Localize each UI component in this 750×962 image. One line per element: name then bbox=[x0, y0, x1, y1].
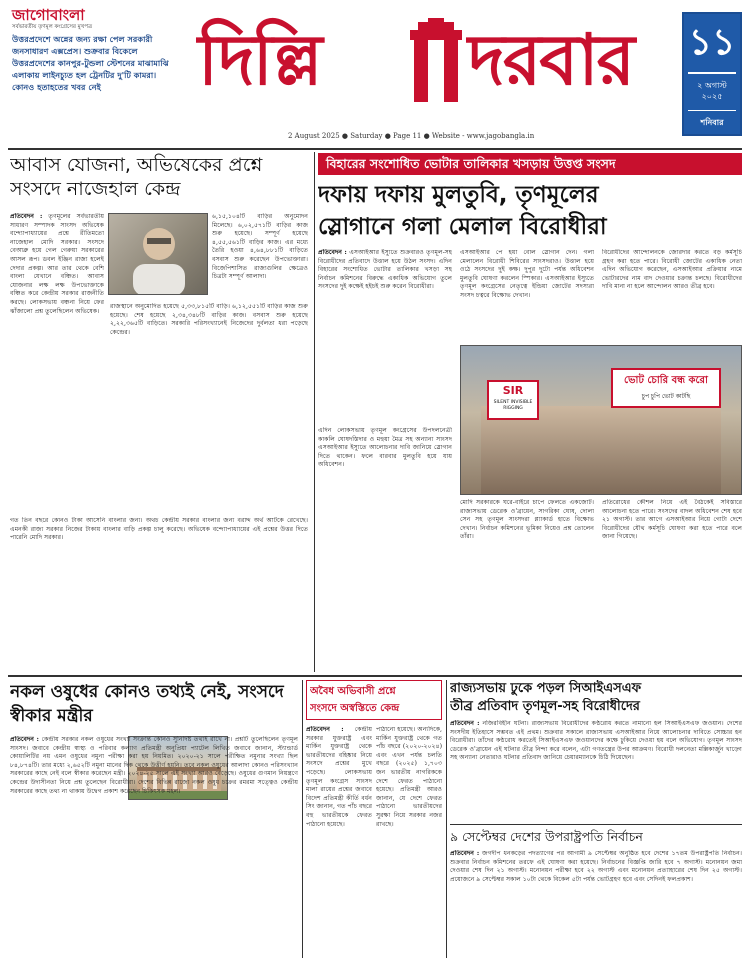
story-immigrants-col1: কেন্দ্রীয় সরকার যুক্তরাষ্ট্র এবং মার্কিন যুক্তরাষ্ট্র থেকে ভারতীয়দের বহিষ্কার নিয়ে সংসদে প্রশ্নের মুখে পড়েছে। লোকসভায় তৃণমূল কংগ্রেস সাংসদ মালা রায়ের প্রশ্নের জবাবে বিদেশ প্রতিমন্ত্রী কীর্তি বর্ধন সিং জানান, গত পাঁচ বছরে বহু ভারতীয়কে ফেরত পাঠানো হয়েছে। bbox=[306, 726, 372, 828]
story-sir-bottom1: এদিন লোকসভায় তৃণমূল কংগ্রেসের উপদলনেত্রী কাকলি ঘোষদস্তিদার ও মহুয়া মৈত্র সহ অন্যান্য সাংসদ এসআইআর ইস্যুতে আলোচনার দাবি জানিয়ে স্লোগান দিতে থাকেন। ফলে বারবার মুলতুবি হয়ে যায় অধিবেশন। bbox=[318, 427, 452, 469]
story-sir-col3: বিরোধীদের আন্দোলনকে জোরদার করতে বড় কর্মসূচি গ্রহণ করা হতে পারে। বিরোধী জোটের একাধিক নেতা এদিন অভিযোগ করেছেন, এসআইআর প্রক্রিয়ার নামে ভোটারদের নাম বাদ দেওয়ার চক্রান্ত চলছে। বিরোধীদের দাবি মানা না হলে আন্দোলন আরও তীব্র হবে। bbox=[602, 249, 742, 291]
story-sir-col1: এসআইআর ইস্যুতে শুক্রবারও তৃণমূল-সহ বিরোধীদের প্রতিবাদে উত্তাল হয়ে উঠল সংসদ। এদিন বিহারের সংশোধিত ভোটার তালিকার খসড়া সহ নির্বাচন কমিশনের বিরুদ্ধে একাধিক অভিযোগ তুলে সংসদের দুই কক্ষেই হইচই শুরু করেন বিরোধীরা। bbox=[318, 249, 452, 291]
page-date-box bbox=[682, 12, 742, 136]
story-sir-bottom2: মোদি সরকারকে ঘরে-বাইরে চাপে ফেলতে একজোট। রাজ্যসভায় ডেরেক ও'ব্রায়েন, সাগরিকা ঘোষ, দোলা সেন সহ তৃণমূল সাংসদরা প্ল্যাকার্ড হাতে বিক্ষোভ দেখান। নির্বাচন কমিশনের ভূমিকা নিয়েও প্রশ্ন তোলেন তাঁরা। bbox=[460, 499, 594, 541]
placard-vote: ভোট চোরি বন্ধ করো চুপ চুপি ভোট কাটছি bbox=[611, 368, 721, 408]
story-sir: বিহারের সংশোধিত ভোটার তালিকার খসড়ায় উত্তপ্ত সংসদ দফায় দফায় মুলতুবি, তৃণমূলের স্লোগানে গলা মেলাল বিরোধীরা প্রতিবেদন : এসআইআর ইস্যুতে শুক্রবারও তৃণমূল-সহ বিরোধীদের প্রতিবাদে উত্তাল হয়ে উঠল সংসদ। এদিন বিহারের সংশোধিত ভোটার তালিকার খসড়া সহ নির্বাচন কমিশনের বিরুদ্ধে একাধিক অভিযোগ তুলে সংসদের দুই কক্ষেই হইচই শুরু করেন বিরোধীরা। এসআইআর পে হয়া বোল স্লোগান দেন। গলা মেলালেন বিরোধী শিবিরের সাংসদরাও। উত্তাল হয়ে ওঠে সংসদের দুই কক্ষ। দুপুর দুটো পর্যন্ত অধিবেশন মুলতুবি ঘোষণা করলেন স্পিকার। এসআইআর ইস্যুতে তৃণমূল কংগ্রেসের নেতৃত্বে ইন্ডিয়া জোটের সদস্যরা সংসদ চত্বরে বিক্ষোভ দেখান। বিরোধীদের আন্দোলনকে জোরদার করতে বড় কর্মসূচি গ্রহণ করা হতে পারে। বিরোধী জোটের একাধিক নেতা এদিন অভিযোগ করেছেন, এসআইআর প্রক্রিয়ার নামে ভোটারদের নাম বাদ দেওয়ার চক্রান্ত চলছে। বিরোধীদের দাবি মানা না হলে আন্দোলন আরও তীব্র হবে। SIR SILENT INVISIBLE RIGGING ভোট চোরি বন্ধ করো চুপ চুপি ভোট কাটছি এদিন লোকসভায় তৃণমূল কংগ্রেসের উপদলনেত্রী কাকলি ঘোষদস্তিদার ও মহুয়া মৈত্র সহ অন্যান্য সাংসদ এসআইআর ইস্যুতে আলোচনার দাবি জানিয়ে স্লোগান দিতে থাকেন। ফলে বারবার মুলতুবি হয়ে যায় অধিবেশন। মোদি সরকারকে ঘরে-বাইরে চাপে ফেলতে একজোট। রাজ্যসভায় ডেরেক ও'ব্রায়েন, সাগরিকা ঘোষ, দোলা সেন সহ তৃণমূল সাংসদরা প্ল্যাকার্ড হাতে বিক্ষোভ দেখান। নির্বাচন কমিশনের ভূমিকা নিয়েও প্রশ্ন তোলেন তাঁরা। প্রতিরোধের কৌশল নিয়ে এই বৈঠকেই সবিস্তারে আলোচনা হতে পারে। সংসদের বাদল অধিবেশন শেষ হবে ২১ অগাস্ট। তার আগে এসআইআর নিয়ে গোটা দেশে বিরোধীদের যৌথ কর্মসূচি ঘোষণা করা হতে পারে বলে জানা গিয়েছে। bbox=[318, 153, 742, 673]
story-sir-bottom3: প্রতিরোধের কৌশল নিয়ে এই বৈঠকেই সবিস্তারে আলোচনা হতে পারে। সংসদের বাদল অধিবেশন শেষ হবে ২১ অগাস্ট। তার আগে এসআইআর নিয়ে গোটা দেশে বিরোধীদের যৌথ কর্মসূচি ঘোষণা করা হতে পারে বলে জানা গিয়েছে। bbox=[602, 499, 742, 541]
date-bn: ২ অগাস্ট ২০২৫ bbox=[697, 81, 727, 101]
story-vp-body: জগদীপ ধনকড়ের পদত্যাগের পর আগামী ৯ সেপ্টেম্বর অনুষ্ঠিত হবে দেশের ১৭তম উপরাষ্ট্রপতি নির্বাচন। শুক্রবার নির্বাচন কমিশনের তরফে এই ঘোষণা করা হয়েছে। নির্বাচনের বিজ্ঞপ্তি জারি হবে ৭ অগাস্ট। মনোনয়ন জমা দেওয়ার শেষ দিন ২১ অগাস্ট। মনোনয়ন পরীক্ষা হবে ২২ অগাস্ট এবং মনোনয়ন প্রত্যাহারের শেষ দিন ২৫ অগাস্ট। প্রয়োজনে ৯ সেপ্টেম্বর সকাল ১০টা থেকে বিকেল ৫টা পর্যন্ত ভোটগ্রহণ হবে এবং সেদিনই ফলপ্রকাশ। bbox=[450, 850, 742, 883]
story-medicine-headline: নকল ওষুধের কোনও তথ্যই নেই, সংসদে স্বীকার মন্ত্রীর bbox=[10, 682, 284, 726]
story-cisf-body: নজিরবিহীন ঘটনা। রাজ্যসভায় বিরোধীদের কণ্ঠরোধ করতে নামানো হল সিআইএসএফ জওয়ান। দেশের সংসদীয় ইতিহাসে সম্ভবত এই প্রথম। শুক্রবার সকালে রাজ্যসভায় এসআইআর নিয়ে আলোচনার দাবিতে সোচ্চার হন বিরোধীরা। তাঁদের কণ্ঠরোধ করতেই সিআইএসএফ জওয়ানদের কক্ষে ঢুকিয়ে দেওয়া হয় বলে অভিযোগ। তৃণমূল সাংসদ ডেরেক ও'ব্রায়েন এই ঘটনার তীব্র নিন্দা করে বলেন, এটা গণতন্ত্রের উপর আক্রমণ। বিরোধী দলনেতা মল্লিকার্জুন খাড়্গে সহ অন্যান্য নেতারাও ঘটনার প্রতিবাদ জানিয়ে চেয়ারম্যানকে চিঠি দিয়েছেন। bbox=[450, 720, 742, 762]
story-vp-headline: ৯ সেপ্টেম্বর দেশের উপরাষ্ট্রপতি নির্বাচন bbox=[450, 829, 643, 844]
story-immigrants-col2: পাঠানো হয়েছে। অন্যদিকে, মার্কিন যুক্তরাষ্ট্র থেকে গত পাঁচ বছরে (২০২০-২০২৪) এবং এখন পর্যন্ত চলতি বছরে (২০২৫) ১,৭০৩ জন ভারতীয় নাগরিককে দেশে ফেরত পাঠানো হয়েছে। প্রতিমন্ত্রী আরও জানান, যে দেশে ফেরত পাঠানো ভারতীয়দের সুরক্ষা নিয়ে সরকার নজর রাখছে। bbox=[376, 726, 442, 828]
story-cisf-headline-2: তীব্র প্রতিবাদ তৃণমূল-সহ বিরোধীদের bbox=[450, 699, 640, 714]
protest-photo bbox=[460, 345, 742, 495]
story-awas: আবাস যোজনা, অভিষেকের প্রশ্নে সংসদে নাজেহাল কেন্দ্র প্রতিবেদন : তৃণমূলের সর্বভারতীয় সাধারণ সম্পাদক সাংসদ অভিষেক বন্দ্যোপাধ্যায়ের প্রশ্নে রীতিমতো নাজেহাল মোদি সরকার। সংসদে বেআব্রু হয়ে গেল গেরুয়া সরকারের আসল রূপ। ডবল ইঞ্জিন রাজ্য হলেই দেদার প্রকল্প। আর তার থেকে বেশি বাংলা যেখানে বঞ্চিত। আবাস যোজনার লক্ষ লক্ষ উপভোক্তাকে বঞ্চিত করে কেন্দ্রীয় সরকার রাজনীতি করছে। লোকসভায় বঞ্চনা নিয়ে ফের ঝাঁজালো প্রশ্ন তুলেছিলেন অভিষেক। ৬,১৫,১০৪টি বাড়ির অনুমোদন মিলেছে। ৬,০২,৫৭১টি বাড়ির কাজ শুরু হয়েছে। সম্পূর্ণ হয়েছে ৪,৫৫,৫৬১টি বাড়ির কাজ। এর মধ্যে তৈরি হওয়া ৪,৬৪,৮৮১টি বাড়িতে বসবাস শুরু করেছেন উপভোক্তারা। বিজেপিশাসিত রাজ্যগুলির ক্ষেত্রেও চিত্রটা সম্পূর্ণ আলাদা। রাজস্থানে অনুমোদিত হয়েছে ৫,৩৩,৮১৫টি বাড়ি। ৬,১২,৫৫১টি বাড়ির কাজ শুরু হয়েছে। শেষ হয়েছে ২,৩৪,৩৪৮টি বাড়ির কাজ। বসবাস শুরু হয়েছে ২,২২,৩৬৫টি বাড়িতে। সরকারি পরিসংখ্যানেই নিজেদের দুর্বলতা ধরা পড়েছে কেন্দ্রের। গত তিন বছরে কোনও টাকা আসেনি বাংলার জন্য। অথচ কেন্দ্রীয় সরকার বাংলার জন্য বরাদ্দ অর্থ আটকে রেখেছে। এমনকী রাজ্য সরকার নিজের টাকায় বাংলার বাড়ি প্রকল্প চালু করেছে। অভিষেক বন্দ্যোপাধ্যায়ের এই প্রশ্নের উত্তর দিতে পারেনি মোদি সরকার। bbox=[10, 153, 310, 673]
story-sir-headline-1: দফায় দফায় মুলতুবি, তৃণমূলের bbox=[318, 182, 599, 208]
story-cisf-headline-1: রাজ্যসভায় ঢুকে পড়ল সিআইএসএফ bbox=[450, 681, 642, 696]
story-medicine-body: কেন্দ্রীয় সরকার নকল ওষুধের সংখ্যা সংক্রান্ত কোনও সুনির্দিষ্ট তথ্যই রাখে না। প্রশ্নটি তুলেছিলেন তৃণমূল সাংসদ। জবাবে কেন্দ্রীয় স্বাস্থ্য ও পরিবার কল্যাণ প্রতিমন্ত্রী অনুপ্রিয়া প্যাটেল লিখিত জবাবে জানান, স্ট্যান্ডার্ড কোয়ালিটির নয় এমন ওষুধের নমুনা পরীক্ষা করা হয় নিয়মিত। ২০২০-২১ সালে পরীক্ষিত নমুনার সংখ্যা ছিল ৮৪,৮৭৪টি। তার মধ্যে ২,৬৫২টি নমুনা মানের দিক থেকে উত্তীর্ণ হয়নি। তবে নকল ওষুধের আলাদা কোনও পরিসংখ্যান সরকারের কাছে নেই বলে স্বীকার করেছেন মন্ত্রী। ২০২৪-২৫ সালে এই সংখ্যা আরও বেড়েছে। ওষুধের গুণমান নিয়ন্ত্রণে কেন্দ্রের উদাসীনতা নিয়ে প্রশ্ন তুলেছেন বিরোধীরা। দেশের বিভিন্ন রাজ্যে নকল ওষুধ চক্রের রমরমা সত্ত্বেও কেন্দ্রীয় সরকারের কাছে তথ্য না থাকায় উদ্বেগ প্রকাশ করেছেন চিকিৎসক মহল। bbox=[10, 736, 298, 795]
story-medicine: নকল ওষুধের কোনও তথ্যই নেই, সংসদে স্বীকার মন্ত্রীর প্রতিবেদন : কেন্দ্রীয় সরকার নকল ওষুধের সংখ্যা সংক্রান্ত কোনও সুনির্দিষ্ট তথ্যই রাখে না। প্রশ্নটি তুলেছিলেন তৃণমূল সাংসদ। জবাবে কেন্দ্রীয় স্বাস্থ্য ও পরিবার কল্যাণ প্রতিমন্ত্রী অনুপ্রিয়া প্যাটেল লিখিত জবাবে জানান, স্ট্যান্ডার্ড কোয়ালিটির নয় এমন ওষুধের নমুনা পরীক্ষা করা হয় নিয়মিত। ২০২০-২১ সালে পরীক্ষিত নমুনার সংখ্যা ছিল ৮৪,৮৭৪টি। তার মধ্যে ২,৬৫২টি নমুনা মানের দিক থেকে উত্তীর্ণ হয়নি। তবে নকল ওষুধের আলাদা কোনও পরিসংখ্যান সরকারের কাছে নেই বলে স্বীকার করেছেন মন্ত্রী। ২০২৪-২৫ সালে এই সংখ্যা আরও বেড়েছে। ওষুধের গুণমান নিয়ন্ত্রণে কেন্দ্রের উদাসীনতা নিয়ে প্রশ্ন তুলেছেন বিরোধীরা। দেশের বিভিন্ন রাজ্যে নকল ওষুধ চক্রের রমরমা সত্ত্বেও কেন্দ্রীয় সরকারের কাছে তথ্য না থাকায় উদ্বেগ প্রকাশ করেছেন চিকিৎসক মহল। bbox=[10, 680, 298, 958]
story-sir-headline-2: স্লোগানে গলা মেলাল বিরোধীরা bbox=[318, 214, 607, 240]
front-teaser: উত্তরপ্রদেশে অন্নের জন্য রক্ষা পেল সরকারী জনসাধারণ এক্সপ্রেস। শুক্রবার বিকেলে উত্তরপ্রদেশের কানপুর-টুন্ডলা স্টেশনের মাঝামাঝি এলাকায় লাইনচ্যুত হল ট্রেনটির দু'টি কামরা। কোনও হতাহতের খবর নেই bbox=[12, 34, 169, 92]
abhishek-photo bbox=[108, 213, 208, 295]
title-dilli: দিল্লি bbox=[198, 19, 321, 101]
brand-logo: জাগোবাংলা সর্বভারতীয় তৃণমূল কংগ্রেসের মুখপত্র bbox=[12, 6, 93, 30]
story-awas-col1: তৃণমূলের সর্বভারতীয় সাধারণ সম্পাদক সাংসদ অভিষেক বন্দ্যোপাধ্যায়ের প্রশ্নে রীতিমতো নাজেহাল মোদি সরকার। সংসদে বেআব্রু হয়ে গেল গেরুয়া সরকারের আসল রূপ। ডবল ইঞ্জিন রাজ্য হলেই দেদার প্রকল্প। আর তার থেকে বেশি বাংলা যেখানে বঞ্চিত। আবাস যোজনার লক্ষ লক্ষ উপভোক্তাকে বঞ্চিত করে কেন্দ্রীয় সরকার রাজনীতি করছে। লোকসভায় বঞ্চনা নিয়ে ফের ঝাঁজালো প্রশ্ন তুলেছিলেন অভিষেক। bbox=[10, 213, 104, 315]
person-icon bbox=[109, 214, 208, 295]
masthead-title bbox=[192, 14, 670, 110]
day-bn: শনিবার bbox=[700, 118, 724, 127]
story-cisf: রাজ্যসভায় ঢুকে পড়ল সিআইএসএফ তীব্র প্রতিবাদ তৃণমূল-সহ বিরোধীদের প্রতিবেদন : নজিরবিহীন ঘটনা। রাজ্যসভায় বিরোধীদের কণ্ঠরোধ করতে নামানো হল সিআইএসএফ জওয়ান। দেশের সংসদীয় ইতিহাসে সম্ভবত এই প্রথম। শুক্রবার সকালে রাজ্যসভায় এসআইআর নিয়ে আলোচনার দাবিতে সোচ্চার হন বিরোধীরা। তাঁদের কণ্ঠরোধ করতেই সিআইএসএফ জওয়ানদের কক্ষে ঢুকিয়ে দেওয়া হয় বলে অভিযোগ। তৃণমূল সাংসদ ডেরেক ও'ব্রায়েন এই ঘটনার তীব্র নিন্দা করে বলেন, এটা গণতন্ত্রের উপর আক্রমণ। বিরোধী দলনেতা মল্লিকার্জুন খাড়্গে সহ অন্যান্য নেতারাও ঘটনার প্রতিবাদ জানিয়ে চেয়ারম্যানকে চিঠি দিয়েছেন। bbox=[450, 681, 742, 762]
title-darbar: দরবার bbox=[468, 19, 634, 101]
story-awas-col3: রাজস্থানে অনুমোদিত হয়েছে ৫,৩৩,৮১৫টি বাড়ি। ৬,১২,৫৫১টি বাড়ির কাজ শুরু হয়েছে। শেষ হয়েছে ২,৩৪,৩৪৮টি বাড়ির কাজ। বসবাস শুরু হয়েছে ২,২২,৩৬৫টি বাড়িতে। সরকারি পরিসংখ্যানেই নিজেদের দুর্বলতা ধরা পড়েছে কেন্দ্রের। bbox=[110, 303, 308, 336]
story-awas-col2: ৬,১৫,১০৪টি বাড়ির অনুমোদন মিলেছে। ৬,০২,৫৭১টি বাড়ির কাজ শুরু হয়েছে। সম্পূর্ণ হয়েছে ৪,৫৫,৫৬১টি বাড়ির কাজ। এর মধ্যে তৈরি হওয়া ৪,৬৪,৮৮১টি বাড়িতে বসবাস শুরু করেছেন উপভোক্তারা। বিজেপিশাসিত রাজ্যগুলির ক্ষেত্রেও চিত্রটা সম্পূর্ণ আলাদা। bbox=[212, 213, 308, 281]
story-immigrants: অবৈধ অভিবাসী প্রশ্নে সংসদে অস্বস্তিতে কেন্দ্র প্রতিবেদন : কেন্দ্রীয় সরকার যুক্তরাষ্ট্র এবং মার্কিন যুক্তরাষ্ট্র থেকে ভারতীয়দের বহিষ্কার নিয়ে সংসদে প্রশ্নের মুখে পড়েছে। লোকসভায় তৃণমূল কংগ্রেস সাংসদ মালা রায়ের প্রশ্নের জবাবে বিদেশ প্রতিমন্ত্রী কীর্তি বর্ধন সিং জানান, গত পাঁচ বছরে বহু ভারতীয়কে ফেরত পাঠানো হয়েছে। পাঠানো হয়েছে। অন্যদিকে, মার্কিন যুক্তরাষ্ট্র থেকে গত পাঁচ বছরে (২০২০-২০২৪) এবং এখন পর্যন্ত চলতি বছরে (২০২৫) ১,৭০৩ জন ভারতীয় নাগরিককে দেশে ফেরত পাঠানো হয়েছে। প্রতিমন্ত্রী আরও জানান, যে দেশে ফেরত পাঠানো ভারতীয়দের সুরক্ষা নিয়ে সরকার নজর রাখছে। bbox=[306, 680, 442, 958]
story-vp: ৯ সেপ্টেম্বর দেশের উপরাষ্ট্রপতি নির্বাচন প্রতিবেদন : জগদীপ ধনকড়ের পদত্যাগের পর আগামী ৯ সেপ্টেম্বর অনুষ্ঠিত হবে দেশের ১৭তম উপরাষ্ট্রপতি নির্বাচন। শুক্রবার নির্বাচন কমিশনের তরফে এই ঘোষণা করা হয়েছে। নির্বাচনের বিজ্ঞপ্তি জারি হবে ৭ অগাস্ট। মনোনয়ন জমা দেওয়ার শেষ দিন ২১ অগাস্ট। মনোনয়ন পরীক্ষা হবে ২২ অগাস্ট এবং মনোনয়ন প্রত্যাহারের শেষ দিন ২৫ অগাস্ট। প্রয়োজনে ৯ সেপ্টেম্বর সকাল ১০টা থেকে বিকেল ৫টা পর্যন্ত ভোটগ্রহণ হবে এবং সেদিনই ফলপ্রকাশ। bbox=[450, 829, 742, 883]
story-immigrants-headline: অবৈধ অভিবাসী প্রশ্নে সংসদে অস্বস্তিতে কেন্দ্র bbox=[306, 680, 442, 720]
masthead bbox=[0, 0, 750, 148]
page-number: ১১ bbox=[688, 22, 736, 63]
story-sir-banner: বিহারের সংশোধিত ভোটার তালিকার খসড়ায় উত্তপ্ত সংসদ bbox=[318, 153, 742, 175]
india-gate-icon bbox=[406, 18, 466, 104]
dateline: 2 August 2025 ● Saturday ● Page 11 ● Website - www.jagobangla.in bbox=[288, 132, 535, 140]
story-sir-col2: এসআইআর পে হয়া বোল স্লোগান দেন। গলা মেলালেন বিরোধী শিবিরের সাংসদরাও। উত্তাল হয়ে ওঠে সংসদের দুই কক্ষ। দুপুর দুটো পর্যন্ত অধিবেশন মুলতুবি ঘোষণা করলেন স্পিকার। এসআইআর ইস্যুতে তৃণমূল কংগ্রেসের নেতৃত্বে ইন্ডিয়া জোটের সদস্যরা সংসদ চত্বরে বিক্ষোভ দেখান। bbox=[460, 249, 594, 299]
story-awas-headline: আবাস যোজনা, অভিষেকের প্রশ্নে সংসদে নাজেহাল কেন্দ্র bbox=[10, 154, 263, 200]
story-awas-bottom: গত তিন বছরে কোনও টাকা আসেনি বাংলার জন্য। অথচ কেন্দ্রীয় সরকার বাংলার জন্য বরাদ্দ অর্থ আটকে রেখেছে। এমনকী রাজ্য সরকার নিজের টাকায় বাংলার বাড়ি প্রকল্প চালু করেছে। অভিষেক বন্দ্যোপাধ্যায়ের এই প্রশ্নের উত্তর দিতে পারেনি মোদি সরকার। bbox=[10, 517, 308, 542]
placard-sir: SIR SILENT INVISIBLE RIGGING bbox=[487, 380, 539, 420]
